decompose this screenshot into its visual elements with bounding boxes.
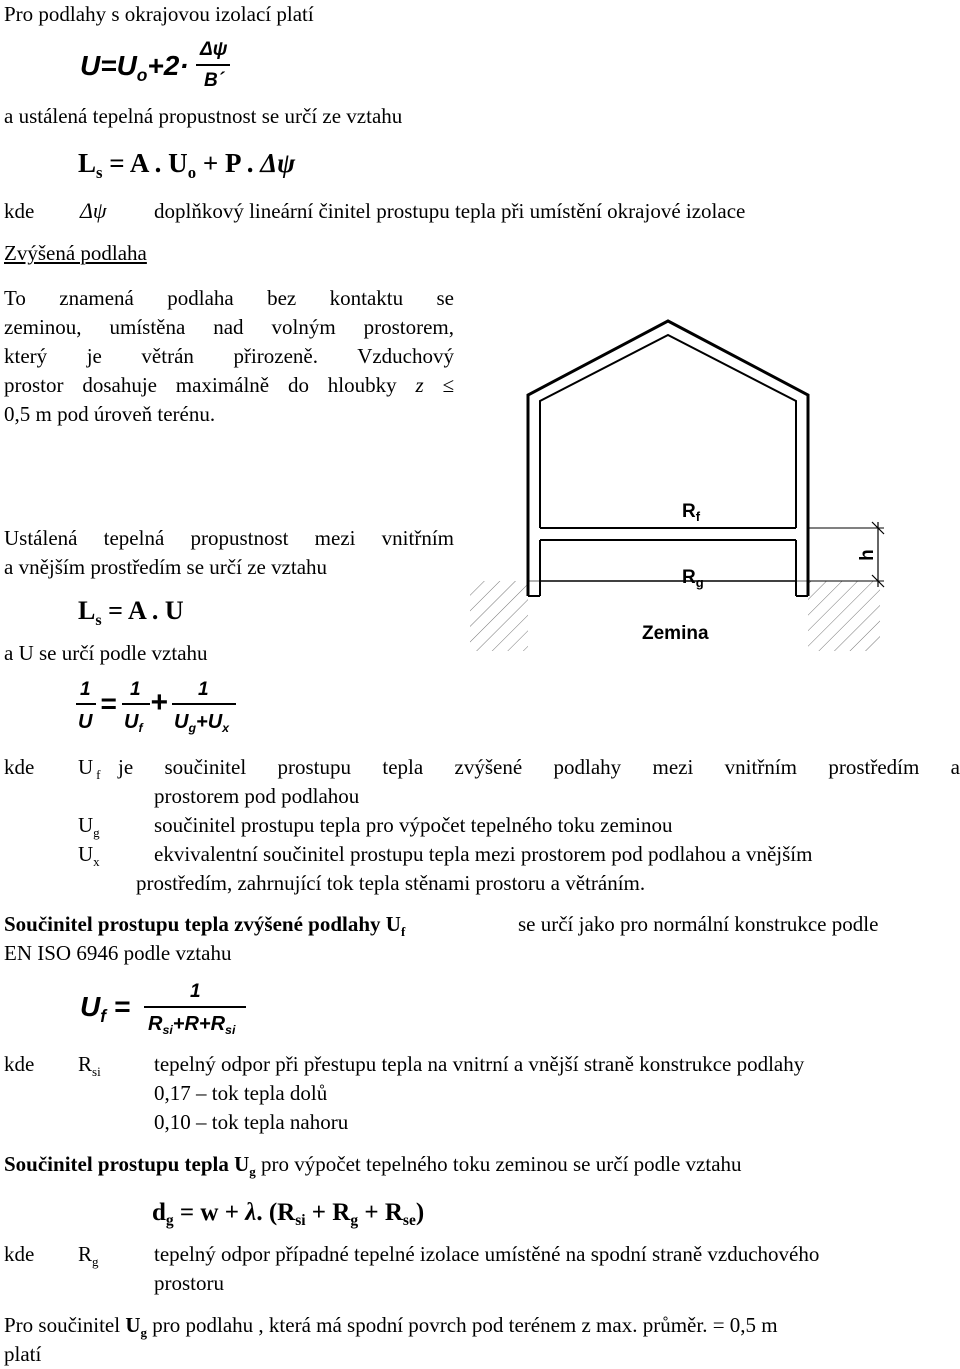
last-line: Pro součinitel $U_g$ pro podlahu , která má spodní povrch pod terénem z max. průměr. = 0,5 m [4,1313,778,1340]
ug-description: součinitel prostupu tepla pro výpočet tepelného toku zeminou [154,813,673,837]
rg-description-cont: prostoru [154,1271,224,1295]
rsi-symbol: $R_{si}$ [78,1052,101,1079]
uf-description-cont: prostorem pod podlahou [154,784,360,808]
label-rf: $R_f$ [682,501,701,524]
rg-symbol: $R_g$ [78,1242,99,1269]
kde-label: kde [4,1242,35,1266]
psi-symbol: Δψ [80,198,107,223]
ug-heading-line: Součinitel prostupu tepla $U_g$ pro výpočet tepelného toku zeminou se určí podle vztahu [4,1152,742,1179]
paragraph-line: a vnějším prostředím se určí ze vztahu [4,555,328,579]
kde-label: kde [4,755,35,779]
intro-line: Pro podlahy s okrajovou izolací platí [4,2,314,26]
psi-description: doplňkový lineární činitel prostupu tepla při umístění okrajové izolace [154,199,746,223]
label-h: h [857,549,878,561]
formula-u-edge-den: B´ [204,70,225,91]
paragraph-line: Ustálená tepelná propustnost mezi vnitřním [4,526,454,550]
fraction-line [196,64,230,66]
building-outline [528,321,808,596]
intro-line: a ustálená tepelná propustnost se určí ze vztahu [4,104,403,128]
text-line: EN ISO 6946 podle vztahu [4,941,232,965]
ux-description-cont: prostředím, zahrnující tok tepla stěnami prostoru a větráním. [136,871,646,895]
kde-label: kde [4,1052,35,1076]
label-soil: Zemina [642,623,709,644]
formula-ls: $L_s = A$ . U [78,596,184,629]
paragraph-line: zeminou, umístěna nad volným prostorem, [4,315,454,339]
steady-paragraph [4,524,454,582]
ux-symbol: $U_x$ [78,842,100,869]
kde-label: kde [4,199,35,223]
paragraph-line: prostor dosahuje maximálně do hloubky z ≤ [4,373,455,397]
paragraph-line: To znamená podlaha bez kontaktu se [4,286,454,310]
formula-dg: $d_g = w + \lambda$. $(R_{si} + R_g + R_{se})$ [152,1199,425,1230]
formula-u-edge-num: Δψ [200,39,228,60]
paragraph-line: který je větrán přirozeně. Vzduchový [4,344,454,368]
formula-ls-edge: $L_s = A$ . $U_o + P$ . Δψ [78,148,296,182]
uf-description: je součinitel prostupu tepla zvýšené podlahy mezi vnitřním prostředím a [118,755,960,779]
raised-floor-diagram [470,315,890,665]
building-inner-outline [540,335,796,528]
ug-symbol: $U_g$ [78,813,100,840]
label-rg: $R_g$ [682,567,704,590]
uf-heading-rest: se určí jako pro normální konstrukce podle [518,912,879,936]
rsi-value-up: 0,10 – tok tepla nahoru [154,1110,349,1134]
raised-paragraph [4,284,454,429]
paragraph-line: 0,5 m pod úroveň terénu. [4,402,216,426]
rsi-description: tepelný odpor při přestupu tepla na vnitrní a vnější straně konstrukce podlahy [154,1052,805,1076]
text-line: a U se určí podle vztahu [4,641,208,665]
last-line-cont: platí [4,1342,42,1366]
rg-description: tepelný odpor případné tepelné izolace umístěné na spodní straně vzduchového [154,1242,820,1266]
section-heading: Zvýšená podlaha [4,241,147,265]
rsi-value-down: 0,17 – tok tepla dolů [154,1081,328,1105]
uf-heading-line: Součinitel prostupu tepla zvýšené podlahy $U_f$ [4,912,406,939]
uf-symbol: U $_f$ [78,755,101,782]
formula-u-edge: $U=U_o+2\cdot$ [80,50,189,86]
ux-description: ekvivalentní součinitel prostupu tepla mezi prostorem pod podlahou a vnějším [154,842,813,866]
